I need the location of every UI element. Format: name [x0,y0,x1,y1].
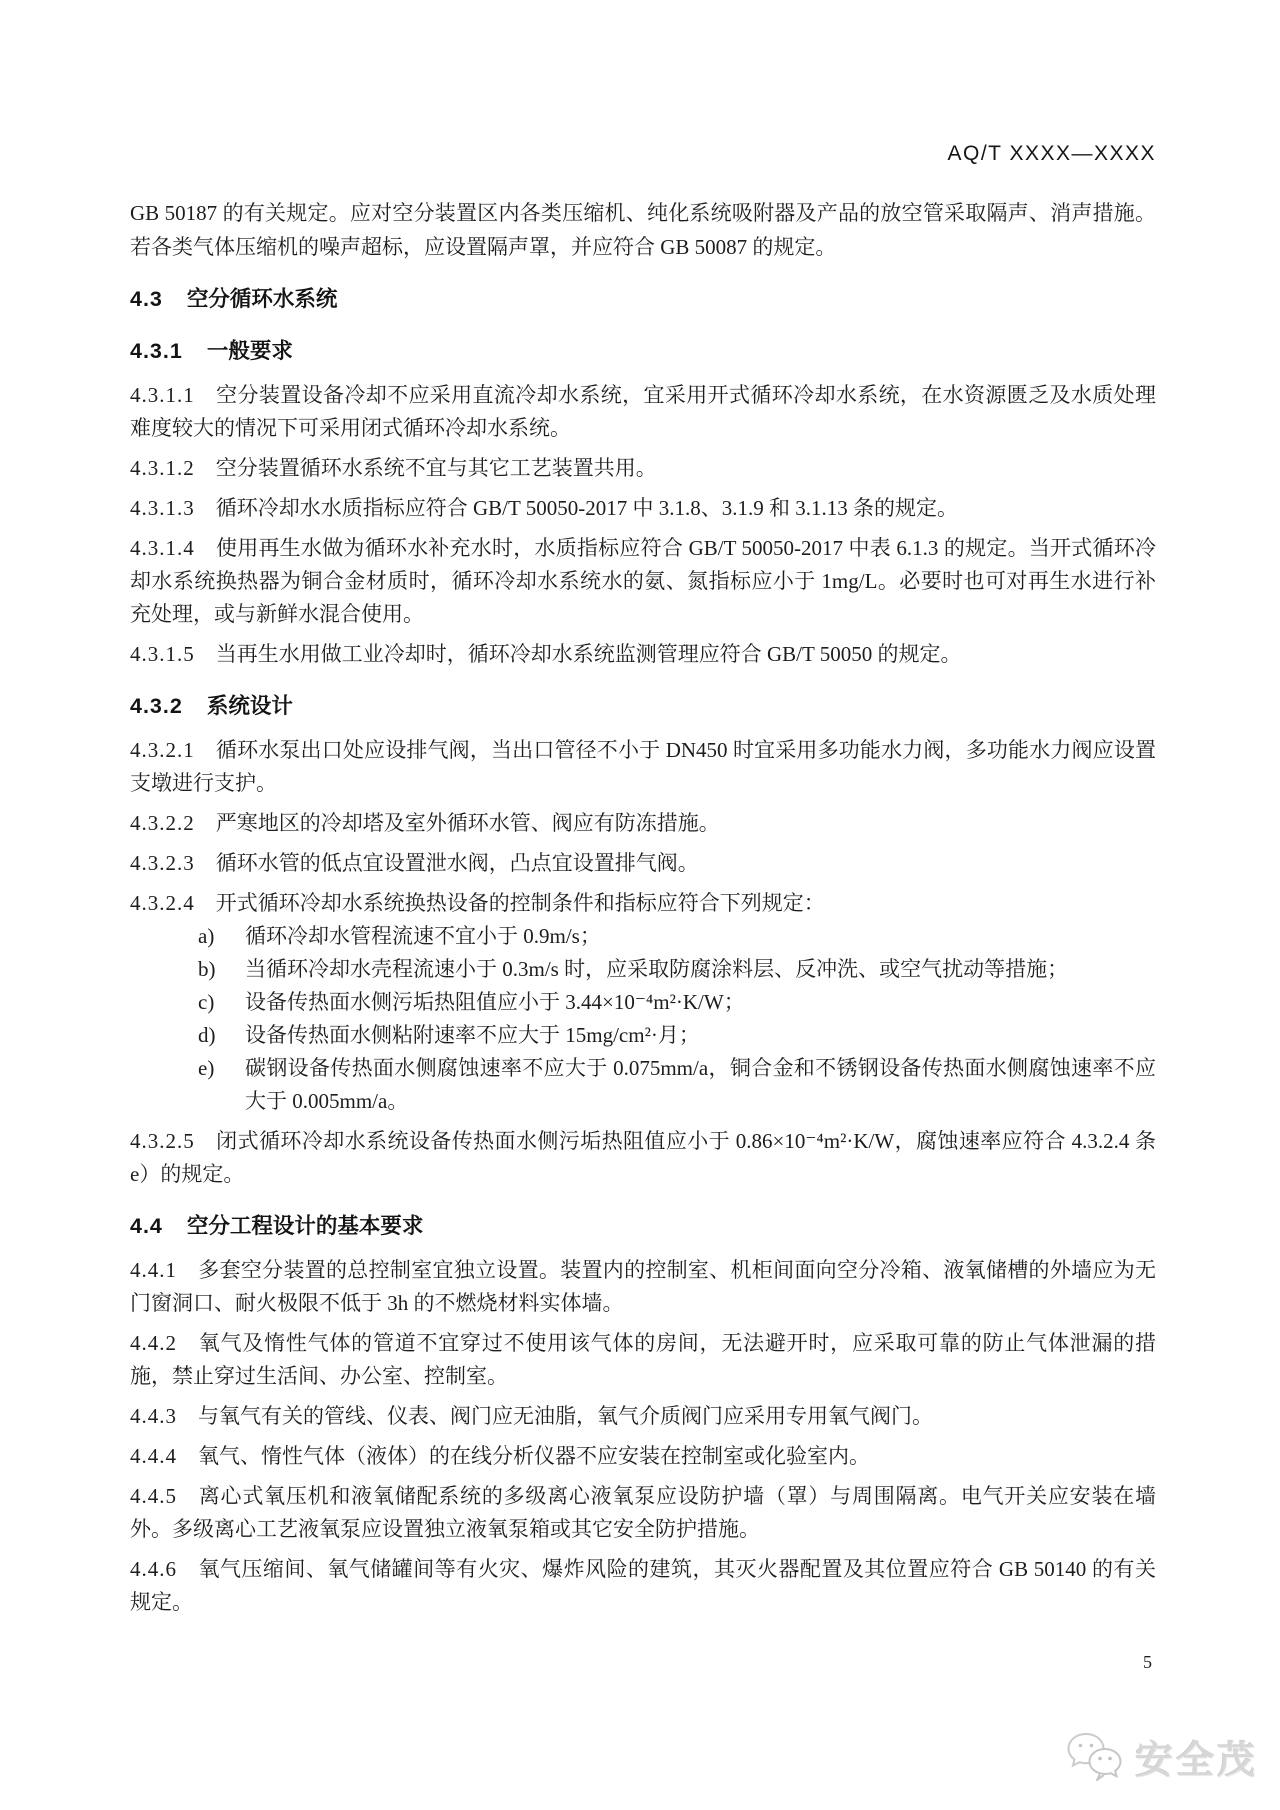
section-heading-4.3 [130,283,1156,316]
clause-number: 4.4.2 [130,1331,177,1355]
clause-4.4.4 [130,1440,1156,1473]
clause-text: 当再生水用做工业冷却时，循环冷却水系统监测管理应符合 GB/T 50050 的规定。 [215,642,962,666]
clause-text: 开式循环冷却水系统换热设备的控制条件和指标应符合下列规定： [215,891,825,915]
chat-bubbles-icon [1063,1731,1125,1783]
clause-number: 4.4.5 [130,1484,177,1508]
list-item-marker: c) [198,990,215,1014]
clause-text: 氧气、惰性气体（液体）的在线分析仪器不应安装在控制室或化验室内。 [198,1444,870,1468]
clause-4.3.1.2 [130,452,1156,485]
clause-text: 与氧气有关的管线、仪表、阀门应无油脂，氧气介质阀门应采用专用氧气阀门。 [198,1404,933,1428]
heading-number: 4.3.2 [130,694,183,718]
clause-4.4.2 [130,1327,1156,1393]
heading-title: 空分工程设计的基本要求 [186,1214,424,1238]
clause-text: 氧气及惰性气体的管道不宜穿过不使用该气体的房间，无法避开时，应采取可靠的防止气体泄漏的措施，禁止穿过生活间、办公室、控制室。 [130,1331,1156,1388]
list-item-text: 设备传热面水侧粘附速率不应大于 15mg/cm²·月； [245,1023,700,1047]
page-header [130,142,1156,166]
clause-number: 4.3.1.3 [130,496,195,520]
clause-number: 4.3.2.3 [130,851,195,875]
clause-number: 4.4.1 [130,1258,177,1282]
clause-4.4.3 [130,1400,1156,1433]
list-item-text: 循环冷却水管程流速不宜小于 0.9m/s； [245,924,601,948]
clause-4.3.1.5 [130,638,1156,671]
list-item-text: 设备传热面水侧污垢热阻值应小于 3.44×10⁻⁴m²·K/W； [245,990,745,1014]
clause-text: 空分装置设备冷却不应采用直流冷却水系统，宜采用开式循环冷却水系统，在水资源匮乏及水质处理难度较大的情况下可采用闭式循环冷却水系统。 [130,383,1156,440]
list-item-d [130,1019,1156,1052]
clause-number: 4.3.2.2 [130,811,195,835]
standard-code: AQ/T XXXX—XXXX [947,142,1156,165]
clause-number: 4.3.1.2 [130,456,195,480]
heading-title: 一般要求 [206,339,293,363]
clause-4.3.1.3 [130,492,1156,525]
clause-text: 空分装置循环水系统不宜与其它工艺装置共用。 [215,456,657,480]
list-item-marker: a) [198,924,215,948]
clause-number: 4.4.4 [130,1444,177,1468]
paragraph: GB 50187 的有关规定。应对空分装置区内各类压缩机、纯化系统吸附器及产品的放空管采取隔声、消声措施。若各类气体压缩机的噪声超标，应设置隔声罩，并应符合 GB 50087 的规定。 [130,201,1156,259]
section-heading-4.3.2 [130,690,1156,723]
clause-text: 多套空分装置的总控制室宜独立设置。装置内的控制室、机柜间面向空分冷箱、液氧储槽的外墙应为无门窗洞口、耐火极限不低于 3h 的不燃烧材料实体墙。 [130,1258,1156,1315]
heading-number: 4.3.1 [130,339,183,363]
section-heading-4.4 [130,1210,1156,1243]
clause-text: 严寒地区的冷却塔及室外循环水管、阀应有防冻措施。 [215,811,720,835]
clause-4.3.2.5 [130,1125,1156,1191]
clause-text: 循环水泵出口处应设排气阀，当出口管径不小于 DN450 时宜采用多功能水力阀，多功能水力阀应设置支墩进行支护。 [130,738,1156,795]
section-heading-4.3.1 [130,335,1156,368]
clause-number: 4.3.2.5 [130,1129,195,1153]
clause-text: 氧气压缩间、氧气储罐间等有火灾、爆炸风险的建筑，其灭火器配置及其位置应符合 GB 50140 的有关规定。 [130,1557,1156,1614]
list-item-text: 碳钢设备传热面水侧腐蚀速率不应大于 0.075mm/a，铜合金和不锈钢设备传热面水侧腐蚀速率不应大于 0.005mm/a。 [245,1056,1156,1113]
clause-number: 4.3.2.1 [130,738,195,762]
clause-text: 循环水管的低点宜设置泄水阀，凸点宜设置排气阀。 [215,851,699,875]
document-body [130,196,1156,1619]
clause-4.4.5 [130,1480,1156,1546]
clause-number: 4.3.1.5 [130,642,195,666]
clause-4.3.2.2 [130,807,1156,840]
clause-number: 4.4.6 [130,1557,177,1581]
list-item-a [130,920,1156,953]
clause-4.4.6 [130,1553,1156,1619]
list-item-marker: d) [198,1023,216,1047]
list-item-e [130,1052,1156,1118]
heading-number: 4.4 [130,1214,163,1238]
clause-4.3.2.3 [130,847,1156,880]
clause-number: 4.3.2.4 [130,891,195,915]
clause-number: 4.4.3 [130,1404,177,1428]
list-item-b [130,953,1156,986]
heading-title: 系统设计 [206,694,293,718]
heading-title: 空分循环水系统 [186,287,338,311]
list-item-text: 当循环冷却水壳程流速小于 0.3m/s 时，应采取防腐涂料层、反冲洗、或空气扰动等措施； [245,957,1069,981]
clause-4.3.2.1 [130,734,1156,800]
clause-text: 离心式氧压机和液氧储配系统的多级离心液氧泵应设防护墙（罩）与周围隔离。电气开关应安装在墙外。多级离心工艺液氧泵应设置独立液氧泵箱或其它安全防护措施。 [130,1484,1156,1541]
clause-4.3.1.1 [130,379,1156,445]
watermark [1063,1729,1258,1784]
clause-number: 4.3.1.1 [130,383,195,407]
list-item-c [130,986,1156,1019]
clause-text: 使用再生水做为循环水补充水时，水质指标应符合 GB/T 50050-2017 中表 6.1.3 的规定。当开式循环冷却水系统换热器为铜合金材质时，循环冷却水系统水的氨、氮指标应小于 1mg/L。必要时也可对再生水进行补充处理，或与新鲜水混合使用。 [130,536,1156,626]
list-item-marker: b) [198,957,216,981]
page-number: 5 [1143,1652,1152,1672]
list-item-marker: e) [198,1056,215,1080]
watermark-text: 安全茂 [1134,1740,1258,1782]
clause-4.3.2.4 [130,887,1156,920]
clause-text: 循环冷却水水质指标应符合 GB/T 50050-2017 中 3.1.8、3.1.9 和 3.1.13 条的规定。 [215,496,958,520]
heading-number: 4.3 [130,287,163,311]
clause-number: 4.3.1.4 [130,536,195,560]
clause-4.3.1.4 [130,532,1156,631]
clause-4.4.1 [130,1254,1156,1320]
clause-text: 闭式循环冷却水系统设备传热面水侧污垢热阻值应小于 0.86×10⁻⁴m²·K/W，腐蚀速率应符合 4.3.2.4 条 e）的规定。 [130,1129,1156,1186]
